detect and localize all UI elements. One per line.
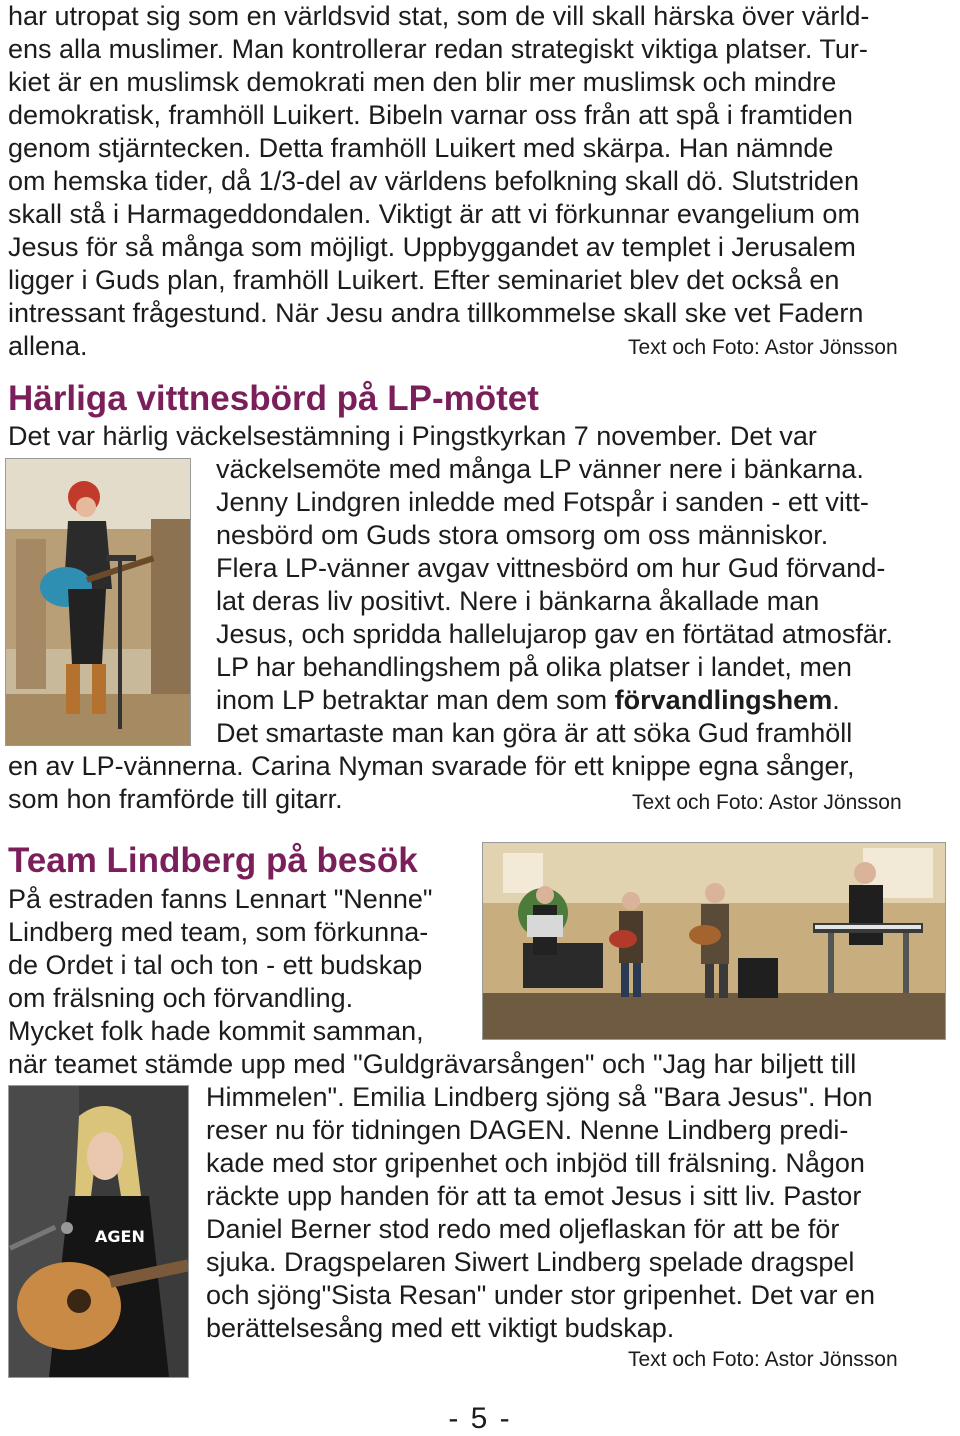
article-line: kade med stor gripenhet och inbjöd till frälsning. Någon bbox=[206, 1148, 865, 1178]
article-line: Himmelen". Emilia Lindberg sjöng så "Bara Jesus". Hon bbox=[206, 1082, 873, 1112]
emilia-photo bbox=[8, 1085, 189, 1378]
intro-line: har utropat sig som en världsvid stat, som de vill skall härska över värld- bbox=[8, 1, 870, 31]
article-line: LP har behandlingshem på olika platser i landet, men bbox=[216, 652, 852, 682]
article-line: när teamet stämde upp med "Guldgrävarsången" och "Jag har biljett till bbox=[8, 1049, 857, 1079]
article-credit: Text och Foto: Astor Jönsson bbox=[632, 791, 902, 814]
singer-photo bbox=[5, 458, 191, 746]
line-text: . bbox=[832, 685, 840, 715]
article-line: Flera LP-vänner avgav vittnesbörd om hur Gud förvand- bbox=[216, 553, 886, 583]
intro-line: genom stjärntecken. Detta framhöll Luikert med skärpa. Han nämnde bbox=[8, 133, 834, 163]
intro-line: om hemska tider, då 1/3-del av världens befolkning skall dö. Slutstriden bbox=[8, 166, 859, 196]
article-line: väckelsemöte med många LP vänner nere i bänkarna. bbox=[216, 454, 864, 484]
article-line: nesbörd om Guds stora omsorg om oss människor. bbox=[216, 520, 829, 550]
article-line: en av LP-vännerna. Carina Nyman svarade för ett knippe egna sånger, bbox=[8, 751, 855, 781]
article-line: berättelsesång med ett viktigt budskap. bbox=[206, 1313, 675, 1343]
guitar-text: AGEN bbox=[95, 1227, 145, 1246]
article-line: Jenny Lindgren inledde med Fotspår i sanden - ett vitt- bbox=[216, 487, 869, 517]
intro-line: Jesus för så många som möjligt. Uppbyggandet av templet i Jerusalem bbox=[8, 232, 856, 262]
band-photo bbox=[482, 842, 946, 1040]
article-line: sjuka. Dragspelaren Siwert Lindberg spelade dragspel bbox=[206, 1247, 855, 1277]
article-line: de Ordet i tal och ton - ett budskap bbox=[8, 950, 423, 980]
article-title: Härliga vittnesbörd på LP-mötet bbox=[8, 379, 539, 418]
article-line: räckte upp handen för att ta emot Jesus i sitt liv. Pastor bbox=[206, 1181, 862, 1211]
article-line: reser nu för tidningen DAGEN. Nenne Lindberg predi- bbox=[206, 1115, 849, 1145]
article-line: Lindberg med team, som förkunna- bbox=[8, 917, 429, 947]
article-line: Det var härlig väckelsestämning i Pingstkyrkan 7 november. Det var bbox=[8, 421, 817, 451]
intro-line: demokratisk, framhöll Luikert. Bibeln varnar oss från att spå i framtiden bbox=[8, 100, 853, 130]
article-line: Jesus, och spridda hallelujarop gav en förtätad atmosfär. bbox=[216, 619, 893, 649]
article-line: om frälsning och förvandling. bbox=[8, 983, 354, 1013]
article-line: På estraden fanns Lennart "Nenne" bbox=[8, 884, 433, 914]
article-line: och sjöng"Sista Resan" under stor gripenhet. Det var en bbox=[206, 1280, 876, 1310]
intro-line: kiet är en muslimsk demokrati men den blir mer muslimsk och mindre bbox=[8, 67, 837, 97]
intro-line: skall stå i Harmageddondalen. Viktigt är att vi förkunnar evangelium om bbox=[8, 199, 860, 229]
intro-line: ens alla muslimer. Man kontrollerar redan strategiskt viktiga platser. Tur- bbox=[8, 34, 868, 64]
page-number: - 5 - bbox=[448, 1402, 512, 1435]
intro-credit: Text och Foto: Astor Jönsson bbox=[628, 336, 898, 359]
line-text: inom LP betraktar man dem som bbox=[216, 685, 615, 715]
article-line: som hon framförde till gitarr. bbox=[8, 784, 343, 814]
article-line: Mycket folk hade kommit samman, bbox=[8, 1016, 424, 1046]
article-line: Daniel Berner stod redo med oljeflaskan för att be för bbox=[206, 1214, 840, 1244]
article-title: Team Lindberg på besök bbox=[8, 841, 418, 880]
article-line: Det smartaste man kan göra är att söka Gud framhöll bbox=[216, 718, 853, 748]
intro-line: ligger i Guds plan, framhöll Luikert. Efter seminariet blev det också en bbox=[8, 265, 840, 295]
article-line: lat deras liv positivt. Nere i bänkarna åkallade man bbox=[216, 586, 820, 616]
article-line bbox=[216, 684, 840, 717]
intro-line: intressant frågestund. När Jesu andra tillkommelse skall ske vet Fadern bbox=[8, 298, 864, 328]
bold-term: förvandlingshem bbox=[614, 685, 833, 715]
intro-line: allena. bbox=[8, 331, 88, 361]
article-credit: Text och Foto: Astor Jönsson bbox=[628, 1348, 898, 1371]
